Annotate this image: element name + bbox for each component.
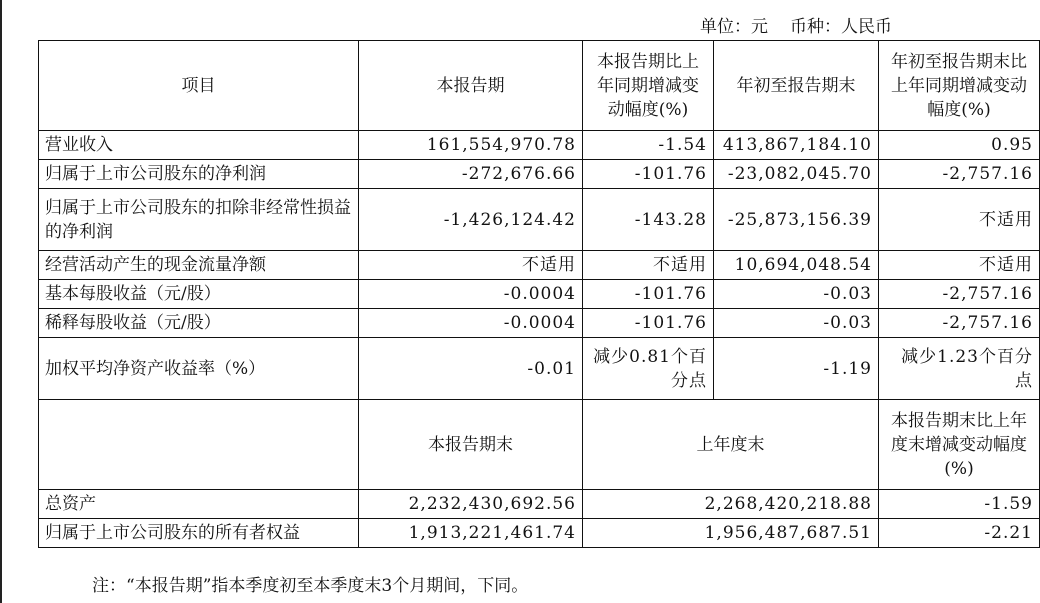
header2-change: 本报告期末比上年度末增减变动幅度(%) — [879, 400, 1040, 490]
row-ytd: -25,873,156.39 — [714, 189, 879, 251]
left-border-line — [0, 0, 2, 603]
row-ytd: -1.19 — [714, 338, 879, 400]
table-row — [39, 280, 1040, 309]
row-ytd: 413,867,184.10 — [714, 131, 879, 160]
row-yoy: 不适用 — [583, 251, 714, 280]
row-ytd: 10,694,048.54 — [714, 251, 879, 280]
row-item: 稀释每股收益（元/股） — [39, 309, 359, 338]
row-prior-year-end: 1,956,487,687.51 — [583, 519, 879, 548]
row-current: -0.01 — [359, 338, 583, 400]
row-period-end: 1,913,221,461.74 — [359, 519, 583, 548]
footnote: 注：“本报告期”指本季度初至本季度末3个月期间，下同。 — [92, 576, 529, 596]
header2-prior-year-end: 上年度末 — [583, 400, 879, 490]
table-row — [39, 309, 1040, 338]
table-row — [39, 131, 1040, 160]
currency-label: 币种：人民币 — [790, 17, 892, 37]
table-row — [39, 189, 1040, 251]
row-yoy: -143.28 — [583, 189, 714, 251]
table-row — [39, 490, 1040, 519]
table-header-row-balance — [39, 400, 1040, 490]
row-change: -1.59 — [879, 490, 1040, 519]
row-current: -0.0004 — [359, 280, 583, 309]
row-current: -1,426,124.42 — [359, 189, 583, 251]
row-ytd: -0.03 — [714, 280, 879, 309]
row-yoy: -1.54 — [583, 131, 714, 160]
row-change: -2.21 — [879, 519, 1040, 548]
financial-data-table — [38, 40, 1040, 548]
row-current: 161,554,970.78 — [359, 131, 583, 160]
row-item: 归属于上市公司股东的净利润 — [39, 160, 359, 189]
row-yoy: -101.76 — [583, 309, 714, 338]
row-item: 营业收入 — [39, 131, 359, 160]
header-ytd: 年初至报告期末 — [714, 41, 879, 131]
row-current: -0.0004 — [359, 309, 583, 338]
header2-blank — [39, 400, 359, 490]
row-ytd-change: 不适用 — [879, 189, 1040, 251]
row-ytd-change: -2,757.16 — [879, 160, 1040, 189]
table-row — [39, 338, 1040, 400]
row-ytd-change: 不适用 — [879, 251, 1040, 280]
header-ytd-change: 年初至报告期末比上年同期增减变动幅度(%) — [879, 41, 1040, 131]
row-ytd-change: 减少1.23个百分点 — [879, 338, 1040, 400]
row-current: -272,676.66 — [359, 160, 583, 189]
row-yoy: -101.76 — [583, 160, 714, 189]
row-ytd-change: -2,757.16 — [879, 309, 1040, 338]
row-ytd: -0.03 — [714, 309, 879, 338]
row-current: 不适用 — [359, 251, 583, 280]
row-item: 加权平均净资产收益率（%） — [39, 338, 359, 400]
row-ytd: -23,082,045.70 — [714, 160, 879, 189]
table-row — [39, 251, 1040, 280]
row-item: 经营活动产生的现金流量净额 — [39, 251, 359, 280]
row-ytd-change: 0.95 — [879, 131, 1040, 160]
row-yoy: 减少0.81个百分点 — [583, 338, 714, 400]
unit-currency-line — [700, 12, 892, 37]
header-yoy-change: 本报告期比上年同期增减变动幅度(%) — [583, 41, 714, 131]
header2-period-end: 本报告期末 — [359, 400, 583, 490]
row-period-end: 2,232,430,692.56 — [359, 490, 583, 519]
row-item: 归属于上市公司股东的所有者权益 — [39, 519, 359, 548]
row-item: 总资产 — [39, 490, 359, 519]
table-row — [39, 160, 1040, 189]
header-current-period: 本报告期 — [359, 41, 583, 131]
header-item: 项目 — [39, 41, 359, 131]
row-item: 基本每股收益（元/股） — [39, 280, 359, 309]
unit-label: 单位：元 — [700, 17, 768, 37]
row-prior-year-end: 2,268,420,218.88 — [583, 490, 879, 519]
table-header-row — [39, 41, 1040, 131]
row-item: 归属于上市公司股东的扣除非经常性损益的净利润 — [39, 189, 359, 251]
table-row — [39, 519, 1040, 548]
row-ytd-change: -2,757.16 — [879, 280, 1040, 309]
row-yoy: -101.76 — [583, 280, 714, 309]
